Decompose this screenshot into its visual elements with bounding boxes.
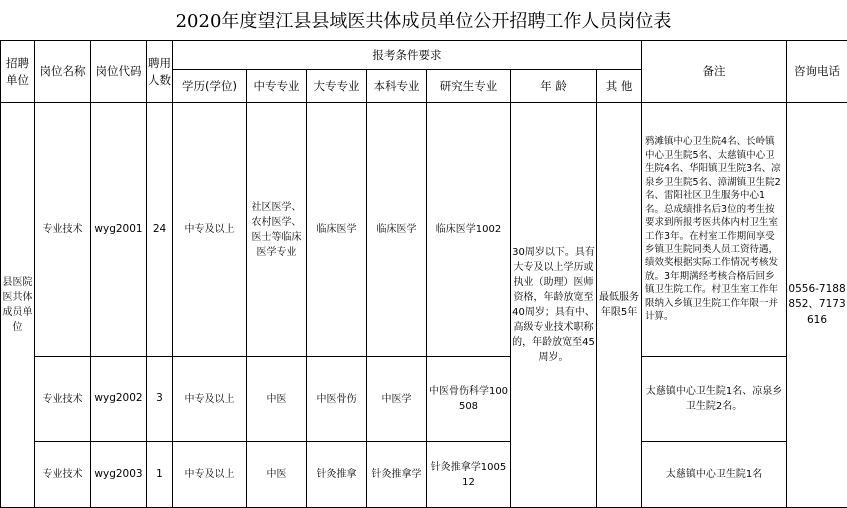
post-name-cell: 专业技术 [35,357,91,442]
undergrad-cell: 临床医学 [367,103,427,357]
header-phone: 咨询电话 [787,41,847,103]
graduate-cell: 针灸推拿学100512 [427,442,511,508]
page-title: 2020年度望江县县域医共体成员单位公开招聘工作人员岗位表 [175,11,672,32]
header-conditions: 报考条件要求 [173,41,642,70]
post-code-cell: wyg2003 [91,442,147,508]
graduate-cell: 临床医学1002 [427,103,511,357]
remarks-cell: 太慈镇中心卫生院1名 [642,442,787,508]
education-cell: 中专及以上 [173,103,247,357]
count-cell: 1 [147,442,173,508]
header-unit: 招聘单位 [1,41,35,103]
header-education: 学历(学位) [173,70,247,103]
count-cell: 3 [147,357,173,442]
college-cell: 针灸推拿 [307,442,367,508]
header-graduate: 研究生专业 [427,70,511,103]
age-cell: 30周岁以下。具有大专及以上学历或执业（助理）医师资格，年龄放宽至40周岁；具有中、高级专业技术职称的，年龄放宽至45周岁。 [511,103,597,508]
header-undergrad: 本科专业 [367,70,427,103]
table-row [1,442,847,508]
header-other: 其 他 [597,70,642,103]
remarks-cell: 鸦滩镇中心卫生院4名、长岭镇中心卫生院5名、太慈镇中心卫生院4名、华阳镇卫生院3名、凉泉乡卫生院5名、漳湖镇卫生院2名、雷阳社区卫生服务中心1名。总成绩排名后3位的考生按要求到所报考医共体内村卫生室工作3年。在村室工作期间享受乡镇卫生院同类人员工资待遇，绩效奖根据实际工作情况考核发放。3年期满经考核合格后回乡镇卫生院工作。村卫生室工作年限纳入乡镇卫生院工作年限一并计算。 [642,103,787,357]
count-cell: 24 [147,103,173,357]
header-secondary: 中专专业 [247,70,307,103]
post-code-cell: wyg2001 [91,103,147,357]
table-row [1,103,847,357]
unit-cell: 县医院医共体成员单位 [1,103,35,508]
college-cell: 临床医学 [307,103,367,357]
header-remarks: 备注 [642,41,787,103]
header-count: 聘用人数 [147,41,173,103]
college-cell: 中医骨伤 [307,357,367,442]
secondary-cell: 社区医学、农村医学、医士等临床医学专业 [247,103,307,357]
header-college: 大专专业 [307,70,367,103]
header-row-1 [1,41,847,70]
remarks-cell: 太慈镇中心卫生院1名、凉泉乡卫生院2名。 [642,357,787,442]
phone-cell: 0556-7188852、7173616 [787,103,847,508]
other-cell: 最低服务年限5年 [597,103,642,508]
secondary-cell: 中医 [247,357,307,442]
header-post-code: 岗位代码 [91,41,147,103]
post-code-cell: wyg2002 [91,357,147,442]
undergrad-cell: 中医学 [367,357,427,442]
graduate-cell: 中医骨伤科学100508 [427,357,511,442]
education-cell: 中专及以上 [173,357,247,442]
job-table [0,40,847,508]
undergrad-cell: 针灸推拿学 [367,442,427,508]
post-name-cell: 专业技术 [35,103,91,357]
education-cell: 中专及以上 [173,442,247,508]
table-row [1,357,847,442]
secondary-cell: 中医 [247,442,307,508]
header-post-name: 岗位名称 [35,41,91,103]
header-age: 年 龄 [511,70,597,103]
post-name-cell: 专业技术 [35,442,91,508]
